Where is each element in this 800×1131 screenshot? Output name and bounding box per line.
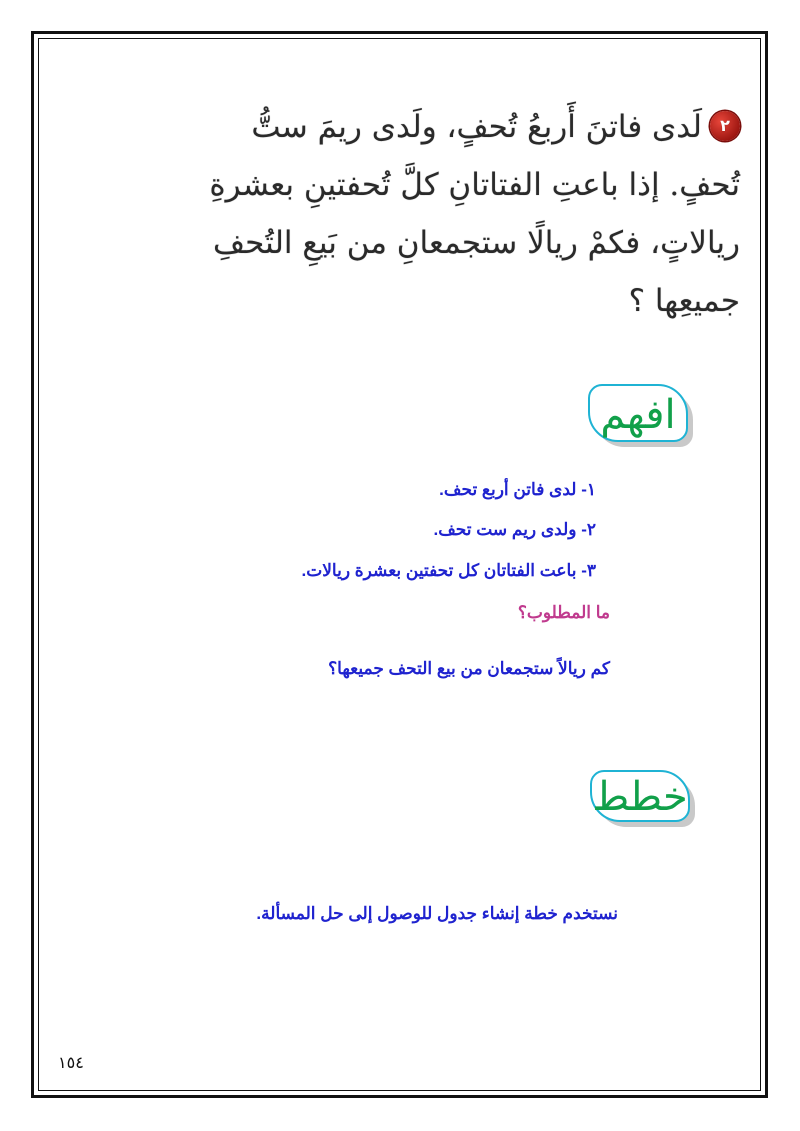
plan-badge: خطط [590, 770, 690, 822]
problem-number-icon: ٢ [710, 111, 740, 141]
problem-text-1: لَدى فاتنَ أَربعُ تُحفٍ، ولَدى ريمَ ستُّ [251, 109, 702, 145]
problem-line [200, 98, 740, 156]
required-label: ما المطلوب؟ [517, 603, 610, 622]
fact-2: ٢- ولدى ريم ست تحف. [433, 520, 596, 539]
fact-1: ١- لدى فاتن أربع تحف. [439, 480, 596, 499]
problem-text-3: ريالاتٍ، فكمْ ريالًا ستجمعانِ من بَيعِ التُحفِ [213, 225, 740, 261]
required-question: كم ريالاً ستجمعان من بيع التحف جميعها؟ [328, 659, 610, 678]
problem-text-2: تُحفٍ. إذا باعتِ الفتاتانِ كلَّ تُحفتينِ بعشرةِ [209, 167, 740, 203]
fact-3: ٣- باعت الفتاتان كل تحفتين بعشرة ريالات. [301, 561, 596, 580]
problem-statement [200, 98, 740, 330]
page-number: ١٥٤ [58, 1053, 84, 1072]
plan-text: نستخدم خطة إنشاء جدول للوصول إلى حل المسألة. [256, 904, 618, 923]
problem-text-4: جميعِها ؟ [628, 283, 740, 319]
understand-badge: افهم [588, 384, 688, 442]
